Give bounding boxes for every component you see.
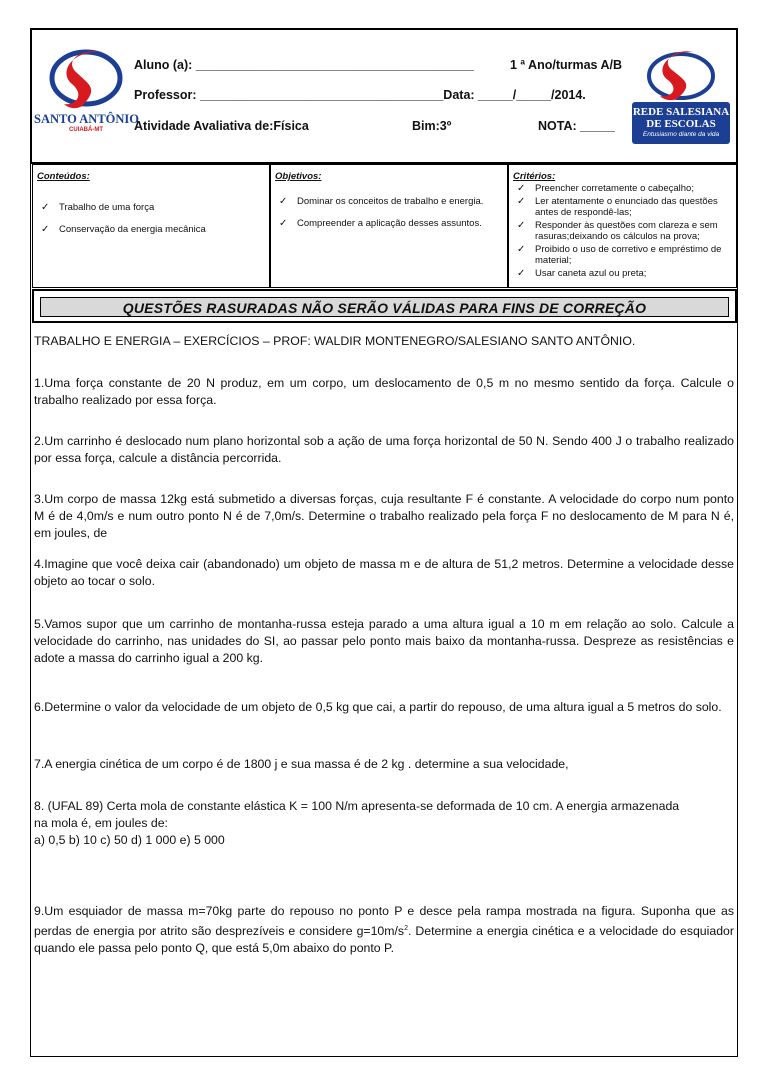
objetivos-title: Objetivos:: [275, 171, 322, 182]
warning-banner-text: QUESTÕES RASURADAS NÃO SERÃO VÁLIDAS PARA FINS DE CORREÇÃO: [40, 297, 729, 317]
question-9-part1: 9.Um esquiador de massa m=70kg parte do repouso no ponto P e desce pela rampa mostrada na figura. Suponha que as perdas de energia por atrito são desprezíveis e considere g=10m/s: [34, 904, 734, 939]
objetivos-box: [270, 164, 508, 288]
check-icon: ✓: [517, 268, 526, 279]
professor-line: Professor: ___________________________________Data: _____/_____/2014.: [134, 88, 586, 102]
list-item: ✓ Compreender a aplicação desses assuntos.: [279, 218, 482, 229]
question-8-line1: 8. (UFAL 89) Certa mola de constante elástica K = 100 N/m apresenta-se deformada de 10 cm. A energia armazenada: [34, 799, 680, 813]
criterios-box: [508, 164, 737, 288]
bimestre-text: Bim:3º: [412, 119, 452, 133]
list-item: ✓ Usar caneta azul ou preta;: [517, 268, 647, 279]
atividade-text: Atividade Avaliativa de:Física: [134, 119, 309, 133]
nota-field: NOTA: _____: [538, 119, 615, 133]
logo-right-tagline: Entusiasmo diante da vida: [642, 131, 720, 138]
question-9-part2: . Determine a energia cinética e a velocidade do esquiador quando ele passa pelo ponto Q, que está 5,0m abaixo do ponto P.: [34, 924, 734, 956]
criterios-title: Critérios:: [513, 171, 556, 182]
list-item: ✓ Trabalho de uma força: [41, 202, 155, 213]
check-icon: ✓: [279, 196, 288, 207]
check-icon: ✓: [517, 220, 526, 231]
question-1: 1.Uma força constante de 20 N produz, em um corpo, um deslocamento de 0,5 m no mesmo sentido da força. Calcule o trabalho realizado por essa força.: [34, 376, 734, 407]
rede-salesiana-logo: [632, 46, 730, 146]
logo-right-banner: [632, 102, 730, 144]
question-8-line2: na mola é, em joules de:: [34, 816, 168, 830]
logo-left-city: CUIABÁ-MT: [69, 127, 103, 133]
question-4: 4.Imagine que você deixa cair (abandonado) um objeto de massa m e de altura de 51,2 metros. Determine a velocidade desse objeto ao tocar o solo.: [34, 557, 734, 588]
list-item: ✓ Dominar os conceitos de trabalho e energia.: [279, 196, 484, 207]
logo-left-name: SANTO ANTÔNIO: [34, 112, 140, 126]
aluno-line: Aluno (a): ________________________________________: [134, 58, 474, 72]
list-item: ✓ Responder às questões com clareza e sem rasuras;deixando os cálculos na prova;: [517, 220, 718, 242]
check-icon: ✓: [517, 244, 526, 255]
question-9-superscript: 2: [404, 925, 408, 932]
conteudos-box: [32, 164, 270, 288]
list-item: ✓ Proibido o uso de corretivo e empréstimo de material;: [517, 244, 722, 266]
question-8: [34, 798, 734, 849]
check-icon: ✓: [41, 202, 50, 213]
logo-right-line1: REDE SALESIANA: [632, 106, 730, 118]
list-item: ✓ Ler atentamente o enunciado das questões antes de respondê-las;: [517, 196, 718, 218]
santo-antonio-logo-icon: [42, 44, 130, 114]
warning-banner: [32, 289, 737, 323]
list-item: ✓ Preencher corretamente o cabeçalho;: [517, 183, 694, 194]
rede-salesiana-logo-icon: [632, 46, 730, 102]
question-5: 5.Vamos supor que um carrinho de montanha-russa esteja parado a uma altura igual a 10 m em relação ao solo. Calcule a velocidade do carrinho, nas unidades do SI, ao passar pelo ponto mais baixo da montanha-russa. Despreze as resistências e adote a massa do carrinho igual a 200 kg.: [34, 617, 734, 665]
question-8-options: a) 0,5 b) 10 c) 50 d) 1 000 e) 5 000: [34, 833, 225, 847]
question-3: 3.Um corpo de massa 12kg está submetido a diversas forças, cuja resultante F é constante. A velocidade do corpo num ponto M é de 4,0m/s e num outro ponto N é de 7,0m/s. Determine o trabalho realizado pela força F no deslocamento de M para N é, em joules, de: [34, 492, 734, 540]
question-2: 2.Um carrinho é deslocado num plano horizontal sob a ação de uma força horizontal de 50 N. Sendo 400 J o trabalho realizado por essa força, calcule a distância percorrida.: [34, 434, 734, 465]
question-9: [34, 903, 734, 957]
logo-right-line2: DE ESCOLAS: [646, 118, 716, 130]
list-item: ✓ Conservação da energia mecânica: [41, 224, 206, 235]
question-6: 6.Determine o valor da velocidade de um objeto de 0,5 kg que cai, a partir do repouso, de uma altura igual a 5 metros do solo.: [34, 700, 722, 714]
santo-antonio-logo: [34, 44, 140, 136]
check-icon: ✓: [517, 196, 526, 207]
check-icon: ✓: [517, 183, 526, 194]
conteudos-title: Conteúdos:: [37, 171, 90, 182]
exercise-heading: TRABALHO E ENERGIA – EXERCÍCIOS – PROF: WALDIR MONTENEGRO/SALESIANO SANTO ANTÔNIO.: [34, 334, 636, 348]
check-icon: ✓: [41, 224, 50, 235]
check-icon: ✓: [279, 218, 288, 229]
turma-text: 1 ª Ano/turmas A/B: [510, 58, 623, 72]
header-box: [30, 28, 738, 164]
question-7: 7.A energia cinética de um corpo é de 1800 j e sua massa é de 2 kg . determine a sua velocidade,: [34, 757, 569, 771]
info-columns: [32, 164, 737, 290]
